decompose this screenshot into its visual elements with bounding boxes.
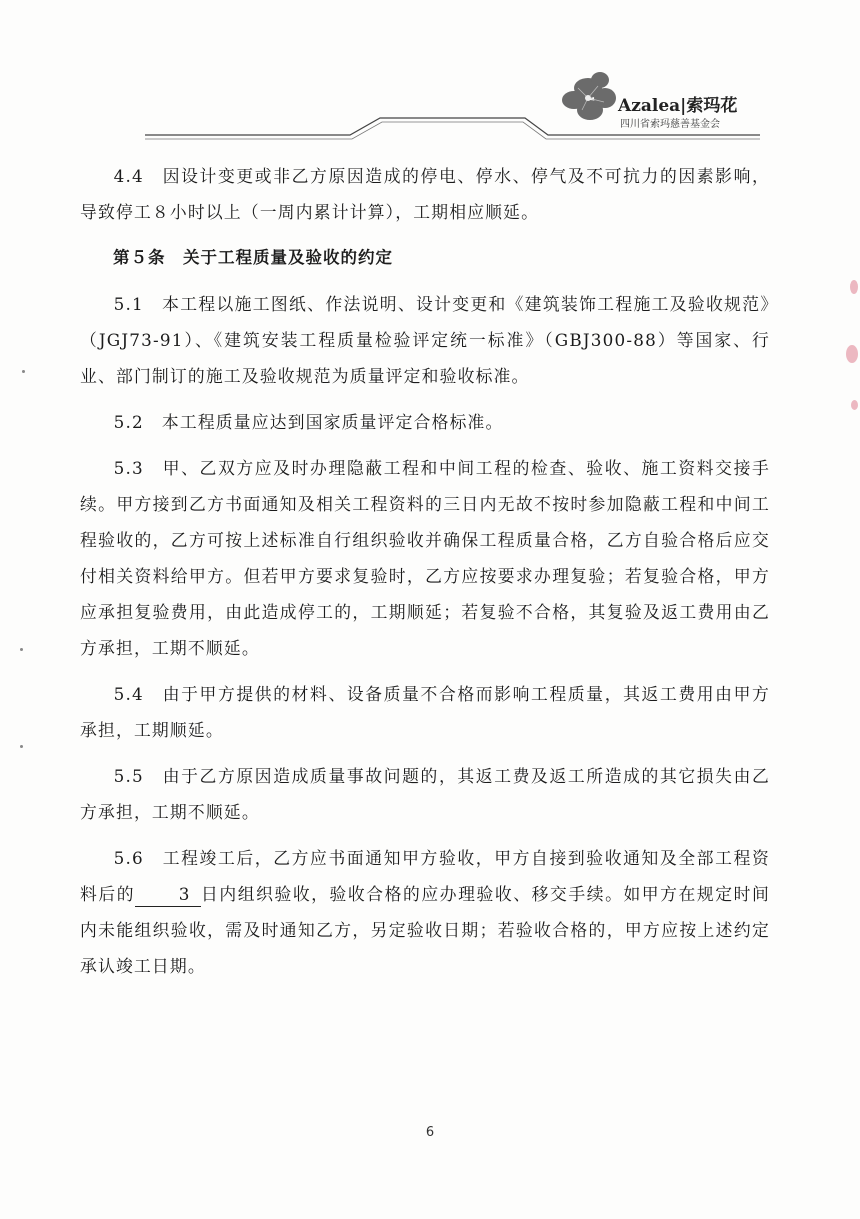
stamp-fragment [850, 280, 858, 294]
clause-5-6-before: 5.6 工程竣工后，乙方应书面通知甲方验收，甲方自接到验收通知及全部工程资料后的 [80, 848, 770, 904]
page-number: 6 [425, 1125, 435, 1140]
clause-5-5: 5.5 由于乙方原因造成质量事故问题的，其返工费及返工所造成的其它损失由乙方承担，工期不顺延。 [80, 766, 770, 822]
stamp-fragment [846, 345, 858, 363]
clause-5-6-after: 日内组织验收，验收合格的应办理验收、移交手续。如甲方在规定时间内未能组织验收，需及时通知乙方，另定验收日期；若验收合格的，甲方应按上述约定承认竣工日期。 [80, 884, 770, 976]
logo-title: Azalea|索玛花 [618, 96, 738, 116]
scan-dot [20, 745, 23, 748]
acceptance-days-value: 3 [135, 882, 200, 907]
clause-5-4: 5.4 由于甲方提供的材料、设备质量不合格而影响工程质量，其返工费用由甲方承担，工期顺延。 [80, 684, 770, 740]
clause-5-2: 5.2 本工程质量应达到国家质量评定合格标准。 [113, 412, 504, 432]
scan-dot [22, 370, 25, 373]
section-title-article-5: 第５条 关于工程质量及验收的约定 [113, 248, 393, 267]
clause-5-6 [80, 840, 770, 984]
document-body [80, 158, 770, 994]
scan-dot [20, 648, 23, 651]
stamp-fragment [851, 400, 858, 410]
clause-5-3: 5.3 甲、乙双方应及时办理隐蔽工程和中间工程的检查、验收、施工资料交接手续。甲方接到乙方书面通知及相关工程资料的三日内无故不按时参加隐蔽工程和中间工程验收的，乙方可按上述标准自行组织验收并确保工程质量合格，乙方自验合格后应交付相关资料给甲方。但若甲方要求复验时，乙方应按要求办理复验；若复验合格，甲方应承担复验费用，由此造成停工的，工期顺延；若复验不合格，其复验及返工费用由乙方承担，工期不顺延。 [80, 458, 770, 658]
logo-subtitle: 四川省索玛慈善基金会 [620, 119, 720, 130]
clause-4-4: 4.4 因设计变更或非乙方原因造成的停电、停水、停气及不可抗力的因素影响，导致停工８小时以上（一周内累计计算），工期相应顺延。 [80, 166, 770, 222]
clause-5-1: 5.1 本工程以施工图纸、作法说明、设计变更和《建筑装饰工程施工及验收规范》（JGJ73-91）、《建筑安装工程质量检验评定统一标准》（GBJ300-88）等国家、行业、部门制订的施工及验收规范为质量评定和验收标准。 [80, 294, 770, 386]
